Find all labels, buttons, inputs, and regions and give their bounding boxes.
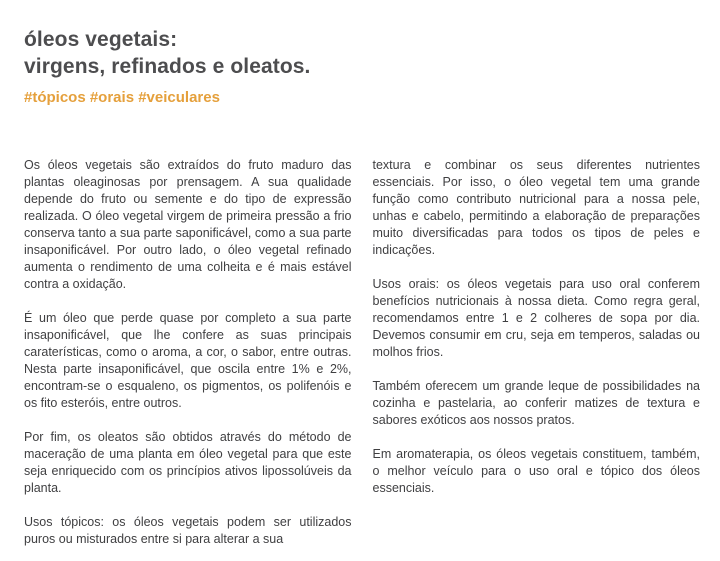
hashtag-line: #tópicos #orais #veiculares bbox=[24, 89, 220, 106]
paragraph-aromatherapy: Em aromaterapia, os óleos vegetais constituem, também, o melhor veículo para o uso oral e tópico dos óleos essenciais. bbox=[372, 447, 700, 495]
paragraph-topical-uses-continued: textura e combinar os seus diferentes nutrientes essenciais. Por isso, o óleo vegetal tem uma grande função como contributo nutricional para a nossa pele, unhas e cabelo, permitindo a elaboração de preparações muito diversificadas para todos os tipos de peles e indicações. bbox=[372, 158, 700, 257]
document-header bbox=[24, 26, 696, 107]
paragraph-refined-oil: É um óleo que perde quase por completo a sua parte insaponificável, que lhe confere as suas principais caraterísticas, como o aroma, a cor, o sabor, entre outras. Nesta parte insaponificável, que oscila entre 1% e 2%, encontram-se o esqualeno, os pigmentos, os polifenóis e os fito esteróis, entre outros. bbox=[24, 311, 352, 410]
page-title-line-1: óleos vegetais: bbox=[24, 28, 178, 51]
paragraph-intro-extraction: Os óleos vegetais são extraídos do fruto maduro das plantas oleaginosas por prensagem. A sua qualidade depende do fruto ou semente e do tipo de expressão realizada. O óleo vegetal virgem de primeira pressão a frio conserva tanto a sua parte saponificável, como a sua parte insaponificável. Por outro lado, o óleo vegetal refinado aumenta o rendimento de uma colheita e é mais estável contra a oxidação. bbox=[24, 158, 352, 291]
right-column bbox=[373, 157, 701, 548]
paragraph-oleates: Por fim, os oleatos são obtidos através do método de maceração de uma planta em óleo vegetal para que este seja enriquecido com os princípios ativos lipossolúveis da planta. bbox=[24, 430, 352, 495]
paragraph-topical-uses-start: Usos tópicos: os óleos vegetais podem ser utilizados puros ou misturados entre si para alterar a sua bbox=[24, 515, 352, 546]
left-column bbox=[24, 157, 352, 548]
paragraph-oral-uses: Usos orais: os óleos vegetais para uso oral conferem benefícios nutricionais à nossa dieta. Como regra geral, recomendamos entre 1 e 2 colheres de sopa por dia. Devemos consumir em cru, seja em temperos, saladas ou molhos frios. bbox=[372, 277, 700, 359]
paragraph-cooking: Também oferecem um grande leque de possibilidades na cozinha e pastelaria, ao conferir matizes de textura e sabores exóticos aos nossos pratos. bbox=[372, 379, 700, 427]
page-title-line-2: virgens, refinados e oleatos. bbox=[24, 55, 311, 78]
body-columns bbox=[24, 157, 700, 548]
